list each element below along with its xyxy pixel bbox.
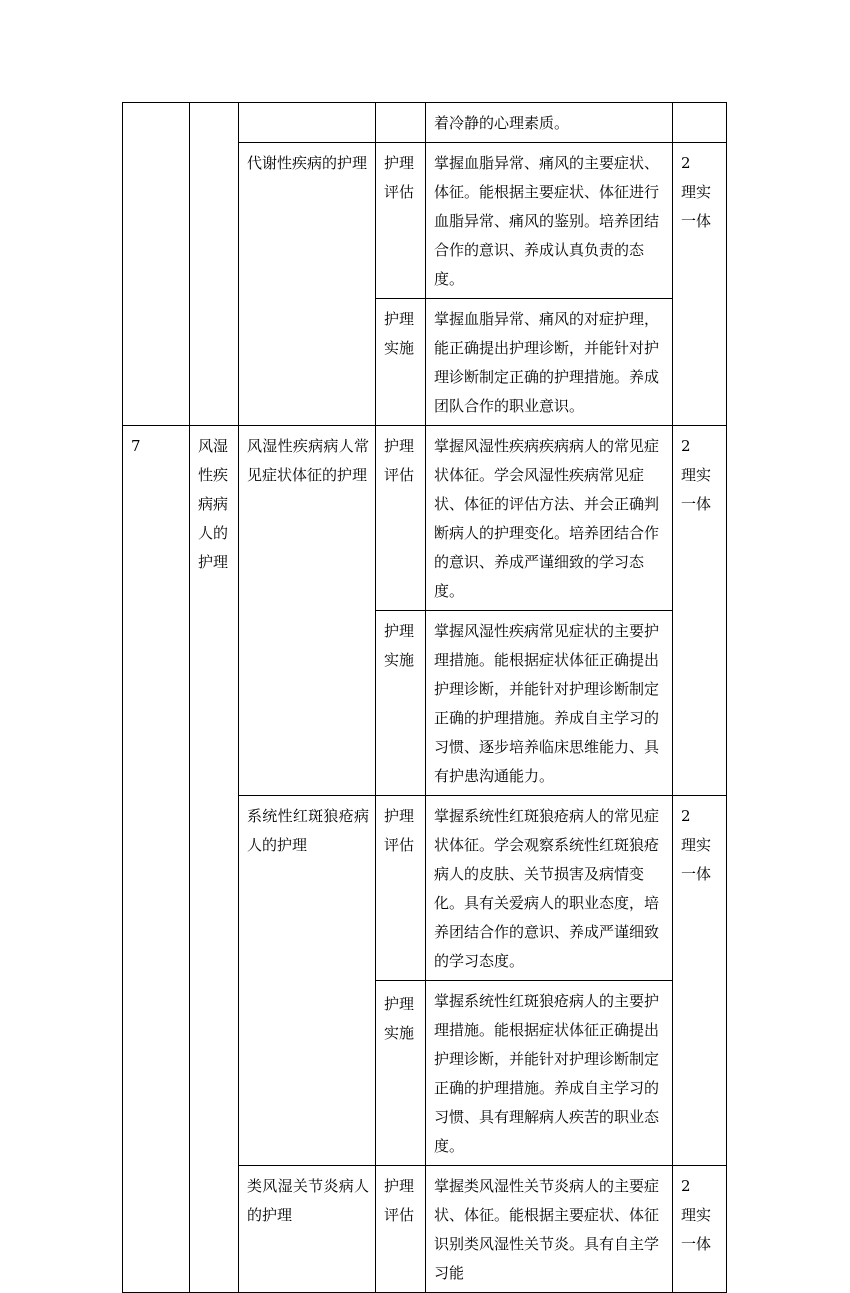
cell-stage: 护理评估 [376, 1166, 426, 1293]
cell-stage: 护理评估 [376, 143, 426, 299]
table-row [123, 103, 727, 143]
hours-type: 理实一体 [681, 183, 712, 230]
hours-number: 2 [681, 1177, 691, 1195]
cell-stage: 护理实施 [376, 611, 426, 796]
cell-requirement: 掌握类风湿性关节炎病人的主要症状、体征。能根据主要症状、体征识别类风湿性关节炎。具有自主学习能 [426, 1166, 673, 1293]
cell-stage: 护理实施 [376, 981, 426, 1166]
cell-hours [673, 143, 727, 426]
cell-topic: 系统性红斑狼疮病人的护理 [239, 796, 376, 1166]
cell-hours [673, 1166, 727, 1293]
hours-type: 理实一体 [681, 836, 712, 883]
cell-requirement: 掌握系统性红斑狼疮病人的主要护理措施。能根据症状体征正确提出护理诊断，并能针对护理诊断制定正确的护理措施。养成自主学习的习惯、具有理解病人疾苦的职业态度。 [426, 981, 673, 1166]
cell-hours [673, 426, 727, 796]
hours-number: 2 [681, 807, 691, 825]
cell-requirement: 掌握血脂异常、痛风的主要症状、体征。能根据主要症状、体征进行血脂异常、痛风的鉴别。培养团结合作的意识、养成认真负责的态度。 [426, 143, 673, 299]
hours-type: 理实一体 [681, 466, 712, 513]
cell-topic: 代谢性疾病的护理 [239, 143, 376, 426]
course-syllabus-table [122, 102, 727, 1293]
hours-number: 2 [681, 154, 691, 172]
cell-stage [376, 103, 426, 143]
cell-requirement: 着冷静的心理素质。 [426, 103, 673, 143]
cell-topic [239, 103, 376, 143]
cell-requirement: 掌握血脂异常、痛风的对症护理，能正确提出护理诊断，并能针对护理诊断制定正确的护理措施。养成团队合作的职业意识。 [426, 299, 673, 426]
cell-unit [190, 103, 239, 426]
cell-stage: 护理评估 [376, 426, 426, 611]
cell-stage: 护理实施 [376, 299, 426, 426]
cell-stage: 护理评估 [376, 796, 426, 981]
cell-requirement: 掌握系统性红斑狼疮病人的常见症状体征。学会观察系统性红斑狼疮病人的皮肤、关节损害及病情变化。具有关爱病人的职业态度，培养团结合作的意识、养成严谨细致的学习态度。 [426, 796, 673, 981]
cell-number [123, 103, 190, 426]
cell-topic: 类风湿关节炎病人的护理 [239, 1166, 376, 1293]
cell-topic: 风湿性疾病病人常见症状体征的护理 [239, 426, 376, 796]
cell-requirement: 掌握风湿性疾病常见症状的主要护理措施。能根据症状体征正确提出护理诊断，并能针对护理诊断制定正确的护理措施。养成自主学习的习惯、逐步培养临床思维能力、具有护患沟通能力。 [426, 611, 673, 796]
cell-number: 7 [123, 426, 190, 1293]
cell-requirement: 掌握风湿性疾病疾病病人的常见症状体征。学会风湿性疾病常见症状、体征的评估方法、并会正确判断病人的护理变化。培养团结合作的意识、养成严谨细致的学习态度。 [426, 426, 673, 611]
hours-number: 2 [681, 437, 691, 455]
hours-type: 理实一体 [681, 1206, 712, 1253]
table-row [123, 426, 727, 611]
cell-unit: 风湿性疾病病人的护理 [190, 426, 239, 1293]
cell-hours [673, 103, 727, 143]
cell-hours [673, 796, 727, 1166]
